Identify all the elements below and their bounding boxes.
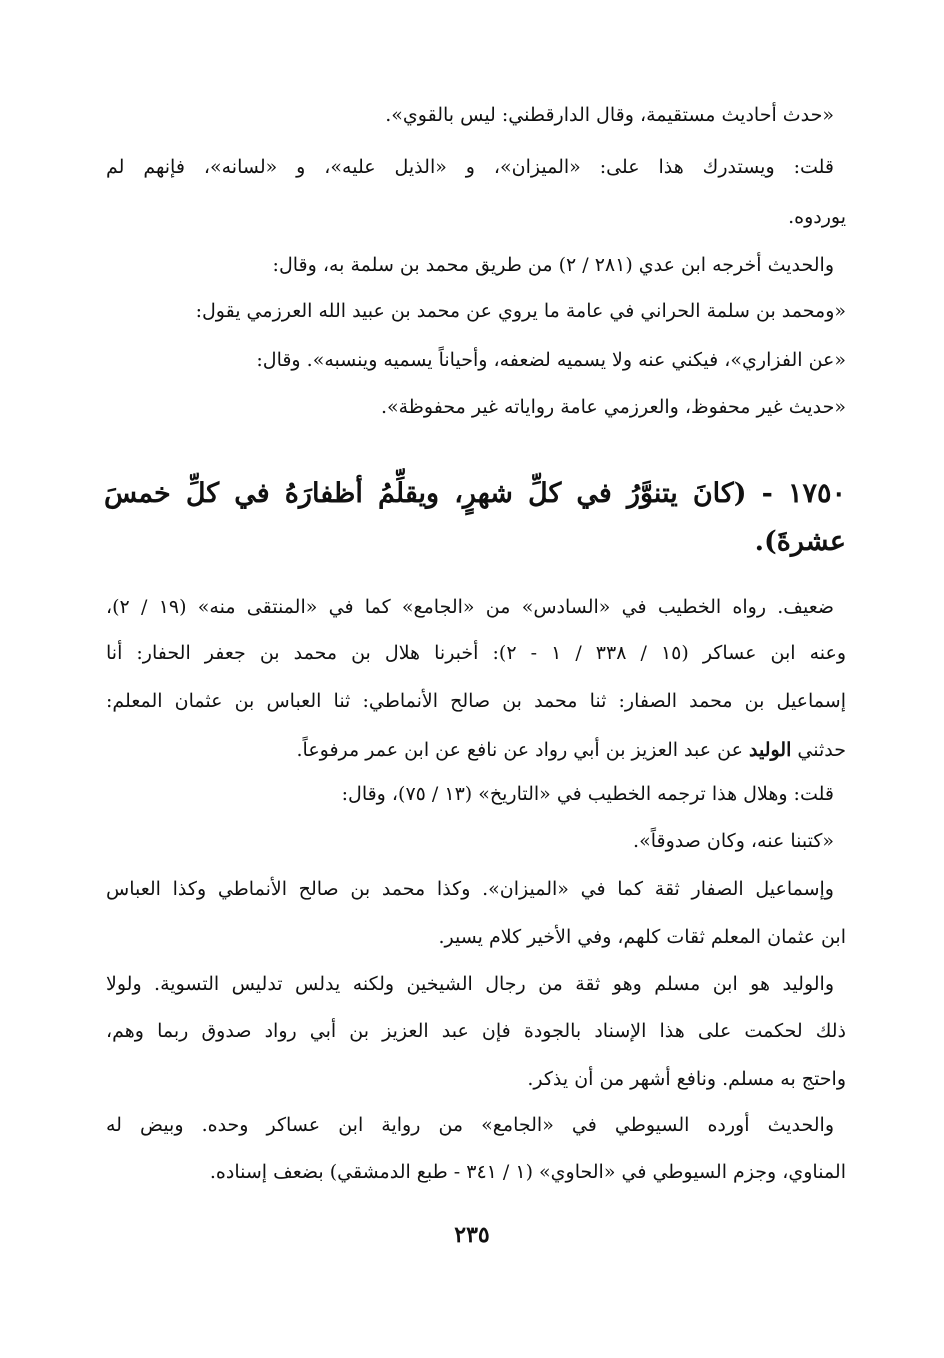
text-span: عن عبد العزيز بن أبي رواد عن نافع عن ابن عمر مرفوعاً. [296, 739, 743, 761]
text-line: «حدث أحاديث مستقيمة، وقال الدارقطني: ليس بالقوي». [385, 104, 834, 126]
text-line: إسماعيل بن محمد الصفار: ثنا محمد بن صالح الأنماطي: ثنا العباس بن عثمان المعلم: [106, 690, 846, 712]
text-line: قلت: ويستدرك هذا على: «الميزان»، و «الذيل عليه»، و «لسانه»، فإنهم لم [106, 156, 834, 178]
hadith-heading: ١٧٥٠ - (كانَ يتنوَّرُ في كلِّ شهرٍ، ويقلِّمُ أظفارَهُ في كلِّ خمسَ [104, 478, 846, 509]
text-line: «ومحمد بن سلمة الحراني في عامة ما يروي عن محمد بن عبيد الله العرزمي يقول: [195, 300, 846, 322]
text-line: ضعيف. رواه الخطيب في «السادس» من «الجامع» كما في «المنتقى منه» (١٩ / ٢)، [106, 596, 834, 618]
text-line: والحديث أورده السيوطي في «الجامع» من رواية ابن عساكر وحده. وبيض له [106, 1114, 834, 1136]
text-line: «حديث غير محفوظ، والعرزمي عامة رواياته غير محفوظة». [380, 396, 846, 418]
text-line: وعنه ابن عساكر (١٥ / ٣٣٨ / ١ - ٢): أخبرنا هلال بن محمد بن جعفر الحفار: أنا [106, 642, 847, 664]
text-line: والحديث أخرجه ابن عدي (٢٨١ / ٢) من طريق محمد بن سلمة به، وقال: [272, 254, 834, 276]
text-line: وإسماعيل الصفار ثقة كما في «الميزان». وكذا محمد بن صالح الأنماطي وكذا العباس [106, 878, 834, 900]
bold-name: الوليد [748, 739, 792, 761]
text-line: «عن الفزاري»، فيكني عنه ولا يسميه لضعفه، وأحياناً يسميه وينسبه». وقال: [256, 349, 846, 371]
page-number: ٢٣٥ [454, 1222, 490, 1248]
text-line: والوليد هو ابن مسلم وهو ثقة من رجال الشيخين ولكنه يدلس تدليس التسوية. ولولا [106, 973, 835, 995]
text-line [296, 735, 846, 765]
text-line: «كتبنا عنه، وكان صدوقاً». [633, 830, 834, 852]
text-line: يوردوه. [788, 206, 846, 228]
text-line: ابن عثمان المعلم ثقات كلهم، وفي الأخير كلام يسير. [438, 926, 846, 948]
text-line: المناوي، وجزم السيوطي في «الحاوي» (١ / ٣٤١ - طبع الدمشقي) بضعف إسناده. [209, 1161, 846, 1183]
hadith-heading: عشرةَ). [754, 526, 846, 557]
text-line: واحتج به مسلم. ونافع أشهر من أن يذكر. [527, 1068, 846, 1090]
text-line: ذلك لحكمت على هذا الإسناد بالجودة فإن عبد العزيز بن أبي رواد صدوق ربما وهم، [106, 1020, 846, 1042]
text-line: قلت: وهلال هذا ترجمه الخطيب في «التاريخ» (١٣ / ٧٥)، وقال: [341, 783, 834, 805]
text-span: حدثني [797, 739, 846, 761]
